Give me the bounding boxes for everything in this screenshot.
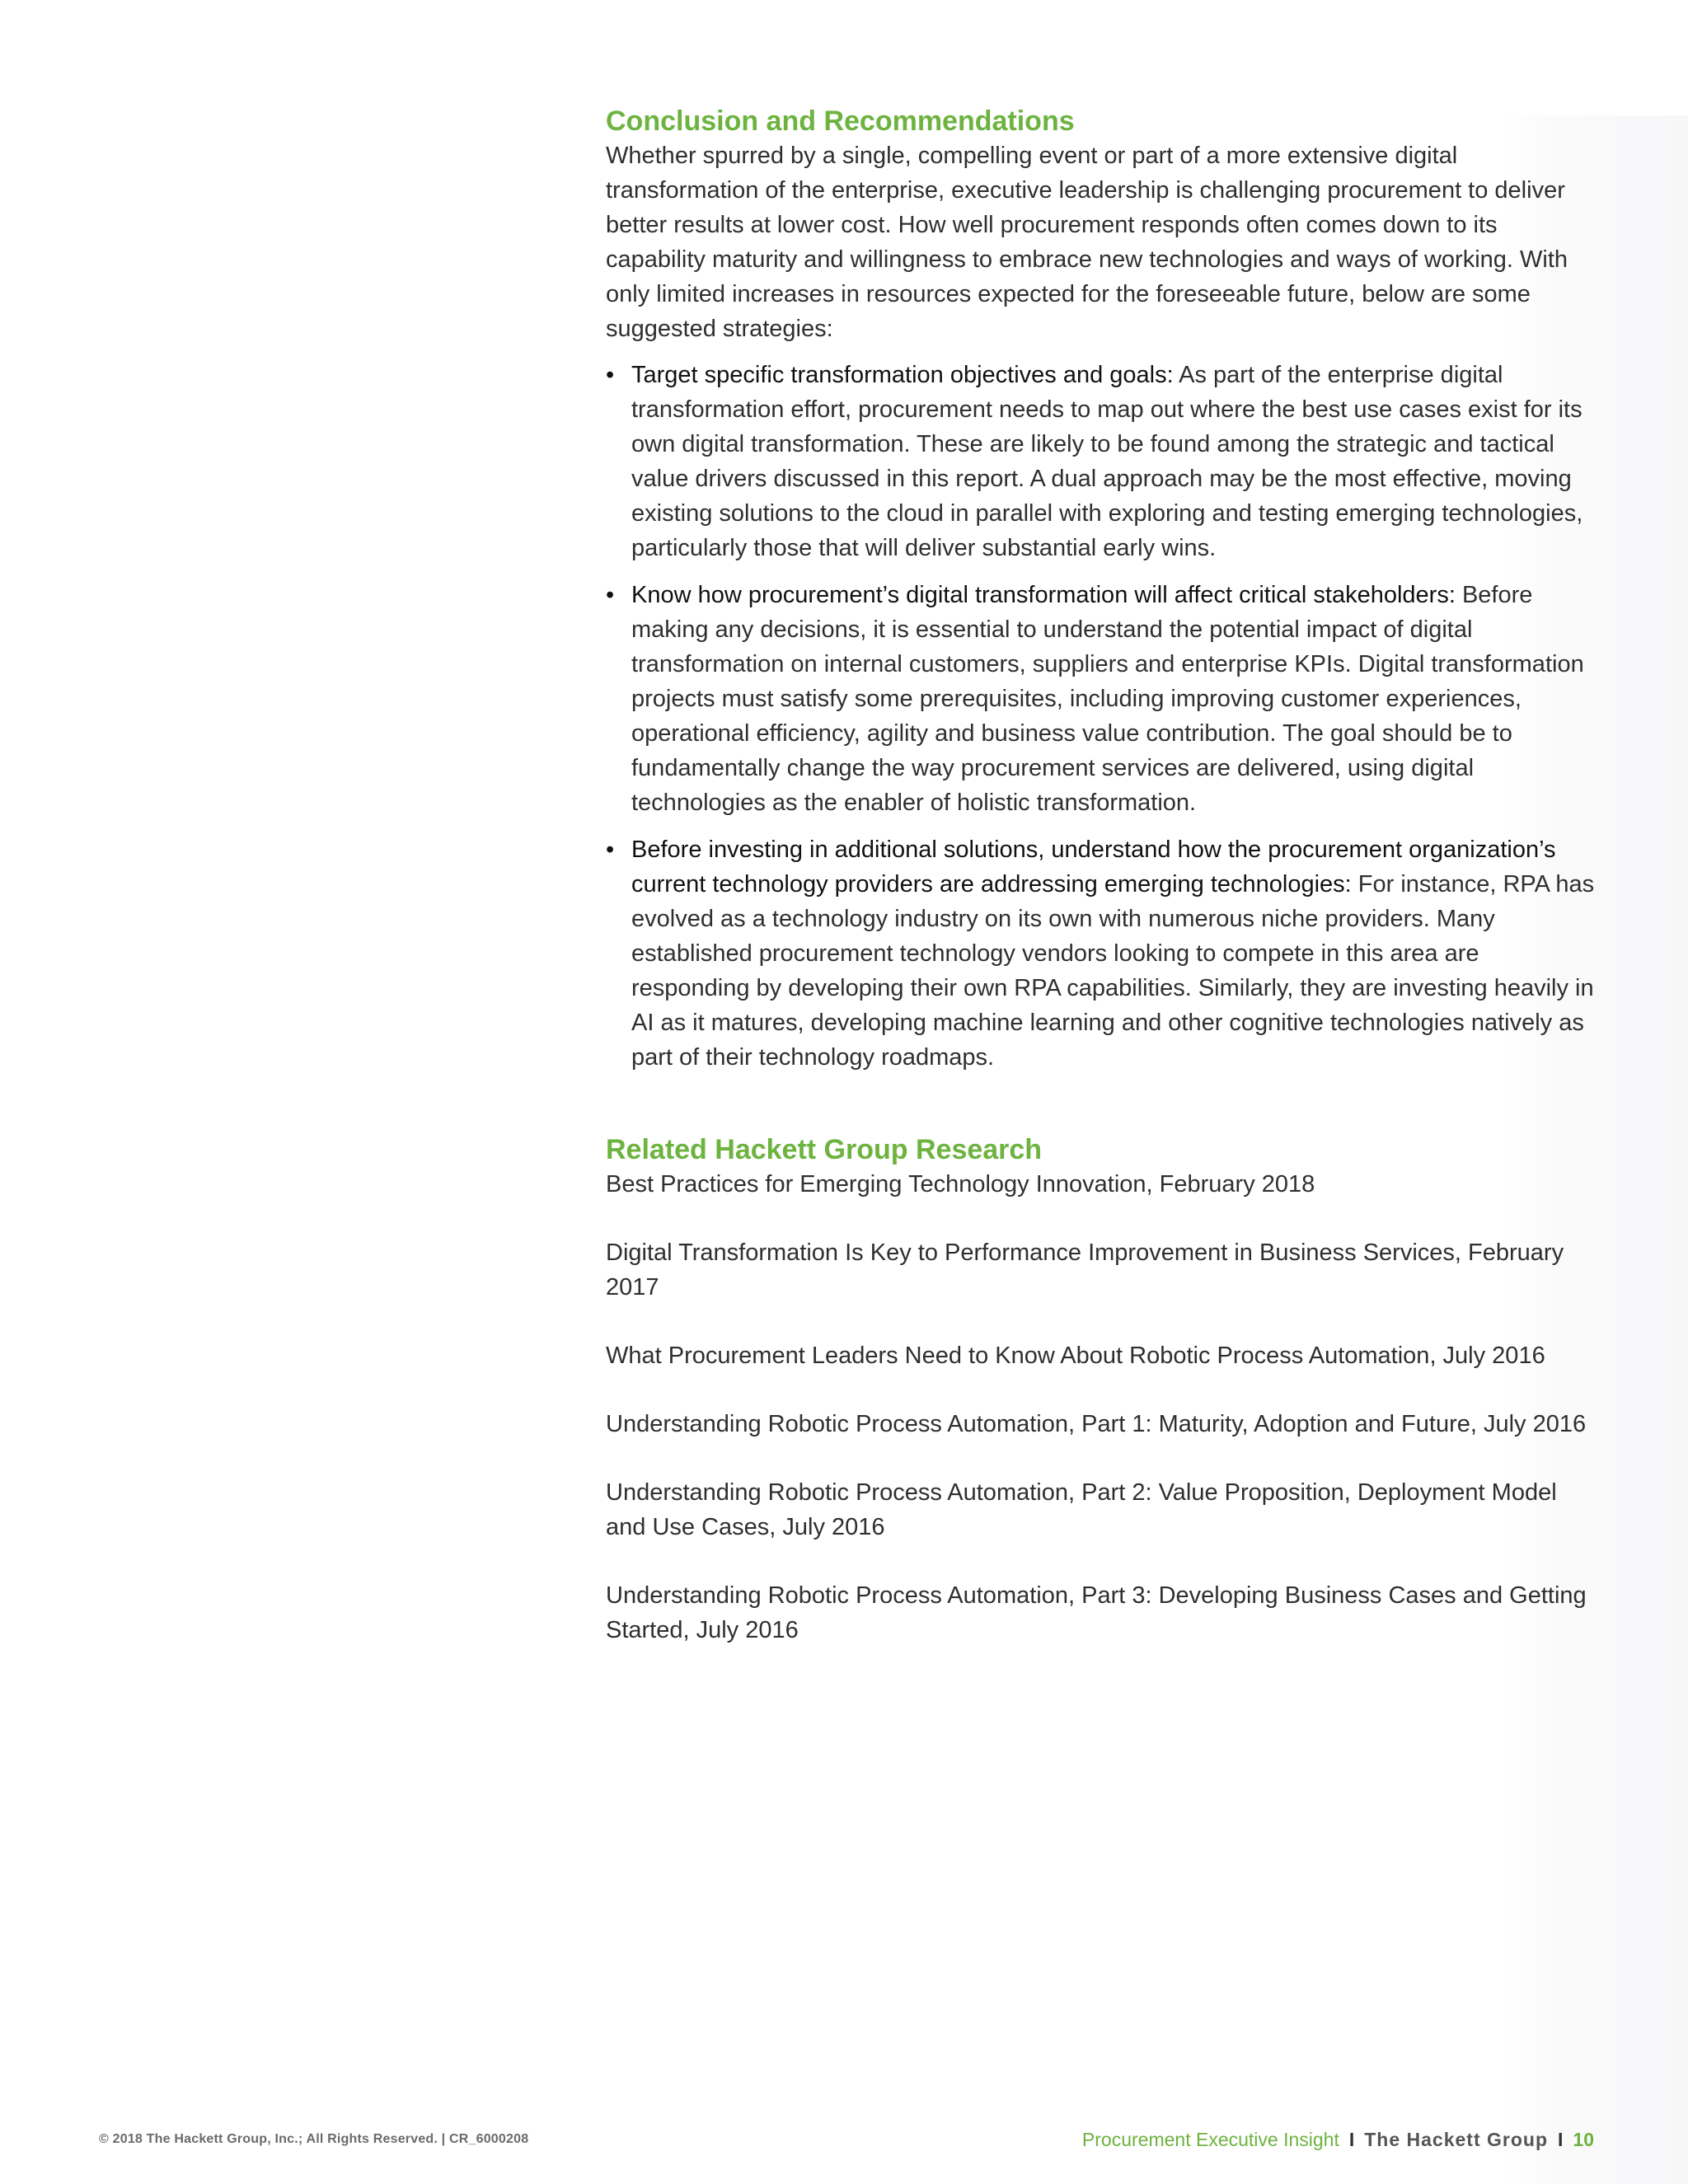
- footer-brand: The Hackett Group: [1364, 2129, 1549, 2150]
- strategy-lead: Target specific transformation objectives and goals:: [631, 362, 1174, 388]
- footer-copyright: © 2018 The Hackett Group, Inc.; All Rights Reserved. | CR_6000208: [99, 2132, 529, 2146]
- strategy-item: [606, 578, 1595, 820]
- strategy-text: Before making any decisions, it is essential to understand the potential impact of digital transformation on internal customers, suppliers and enterprise KPIs. Digital transformation projects must satisfy some prerequisites, including improving customer experiences, operational efficiency, agility and business value contribution. The goal should be to fundamentally change the way procurement services are delivered, using digital technologies as the enabler of holistic transformation.: [631, 582, 1584, 816]
- page-number: 10: [1573, 2129, 1594, 2150]
- bullet-icon: •: [606, 362, 615, 388]
- strategy-item: [606, 832, 1595, 1075]
- strategy-text: As part of the enterprise digital transformation effort, procurement needs to map out where the best use cases exist for its own digital transformation. These are likely to be found among the strategic and tactical value drivers discussed in this report. A dual approach may be the most effective, moving existing solutions to the cloud in parallel with exploring and testing emerging technologies, particularly those that will deliver substantial early wins.: [631, 362, 1583, 561]
- conclusion-heading: Conclusion and Recommendations: [606, 105, 1075, 137]
- research-item: Understanding Robotic Process Automation, Part 1: Maturity, Adoption and Future, July 2016: [606, 1411, 1587, 1437]
- research-item: Understanding Robotic Process Automation, Part 2: Value Proposition, Deployment Model and Use Cases, July 2016: [606, 1479, 1557, 1540]
- research-item: What Procurement Leaders Need to Know About Robotic Process Automation, July 2016: [606, 1343, 1545, 1369]
- bullet-icon: •: [606, 582, 615, 608]
- strategy-lead: Before investing in additional solutions, understand how the procurement organization’s current technology providers are addressing emerging technologies:: [631, 837, 1556, 898]
- footer-publication: Procurement Executive Insight: [1081, 2129, 1339, 2150]
- conclusion-intro: Whether spurred by a single, compelling event or part of a more extensive digital transformation of the enterprise, executive leadership is challenging procurement to deliver better results at lower cost. How well procurement responds often comes down to its capability maturity and willingness to embrace new technologies and ways of working. With only limited increases in resources expected for the foreseeable future, below are some suggested strategies:: [606, 143, 1568, 342]
- research-item: Best Practices for Emerging Technology Innovation, February 2018: [606, 1171, 1315, 1197]
- main-content: [606, 104, 1595, 1681]
- strategy-list: [606, 358, 1595, 1075]
- related-research-heading: Related Hackett Group Research: [606, 1134, 1043, 1165]
- footer-separator: I: [1348, 2129, 1355, 2150]
- strategy-text: For instance, RPA has evolved as a technology industry on its own with numerous niche providers. Many established procurement technology vendors looking to compete in this area are responding by developing their own RPA capabilities. Similarly, they are investing heavily in AI as it matures, developing machine learning and other cognitive technologies natively as part of their technology roadmaps.: [631, 871, 1595, 1071]
- footer-publication-info: [1082, 2129, 1594, 2151]
- research-item: Digital Transformation Is Key to Performance Improvement in Business Services, February 2017: [606, 1240, 1564, 1301]
- strategy-item: [606, 358, 1595, 565]
- bullet-icon: •: [606, 837, 615, 863]
- strategy-lead: Know how procurement’s digital transformation will affect critical stakeholders:: [631, 582, 1456, 608]
- related-research-list: [606, 1167, 1595, 1647]
- footer-separator: I: [1558, 2129, 1564, 2150]
- research-item: Understanding Robotic Process Automation, Part 3: Developing Business Cases and Getting Started, July 2016: [606, 1582, 1587, 1643]
